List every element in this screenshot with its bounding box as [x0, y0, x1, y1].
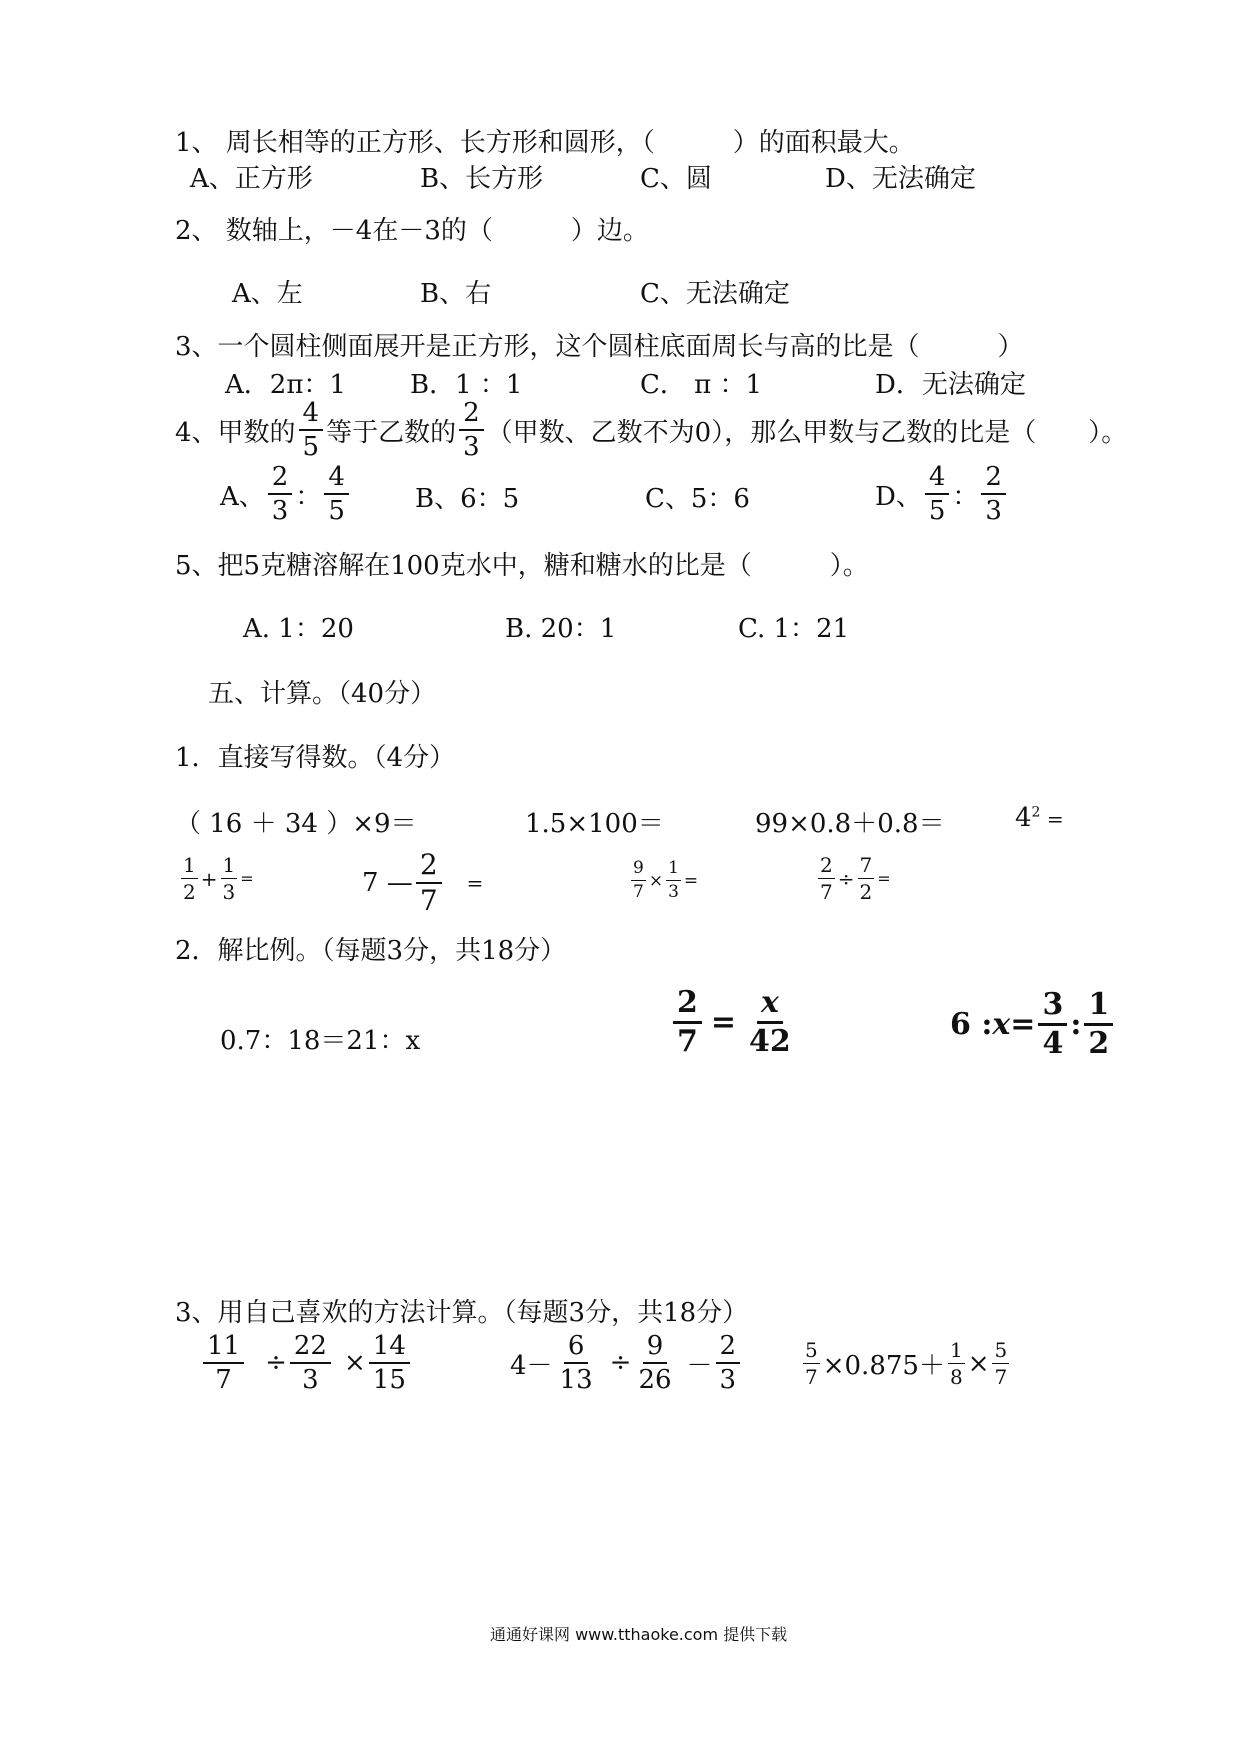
fraction	[203, 1333, 244, 1393]
denominator: 3	[463, 432, 480, 462]
q5-stem: 5、把5克糖溶解在100克水中，糖和糖水的比是（ ）。	[175, 551, 869, 581]
fraction	[634, 1333, 675, 1393]
q1-stem: 1、 周长相等的正方形、长方形和圆形，（ ）的面积最大。	[175, 128, 915, 158]
operator: ÷	[609, 1348, 632, 1378]
numerator: 1	[222, 853, 236, 877]
numerator: 6	[564, 1333, 589, 1364]
term: 7 —	[362, 868, 413, 898]
part1-title: 1．直接写得数。（4分）	[175, 743, 456, 773]
q4-option-b: B、6：5	[415, 484, 520, 514]
denominator: 4	[1042, 1026, 1064, 1061]
numerator: 4	[324, 464, 349, 495]
q3-option-a: A．2π：1	[225, 370, 346, 400]
fraction	[716, 1333, 741, 1393]
equals: =	[877, 869, 891, 888]
denominator: 3	[719, 1365, 737, 1395]
q4-stem-middle: 等于乙数的	[326, 417, 457, 448]
denominator: 3	[271, 496, 289, 526]
denominator: 2	[859, 880, 873, 904]
numerator: 2	[820, 853, 833, 877]
numerator: 11	[203, 1333, 244, 1364]
q4-stem-prefix: 4、甲数的	[175, 417, 296, 448]
denominator: 7	[633, 882, 644, 902]
part3-expr-3	[800, 1340, 1012, 1387]
section-title: 五、计算。（40分）	[208, 679, 437, 709]
q5-option-c: C. 1：21	[738, 614, 850, 644]
variable: x	[992, 1007, 1011, 1042]
numerator: 2	[416, 851, 442, 884]
fraction	[221, 855, 238, 902]
q2-stem: 2、 数轴上，－4在－3的（ ）边。	[175, 216, 649, 246]
numerator: 9	[631, 860, 646, 881]
part2-title: 2．解比例。（每题3分，共18分）	[175, 936, 567, 966]
operator: ÷	[265, 1348, 287, 1378]
numerator: x	[757, 988, 783, 1024]
numerator: 2	[716, 1333, 741, 1364]
fraction	[992, 1340, 1009, 1387]
fraction	[416, 848, 442, 917]
fraction	[268, 464, 293, 524]
fraction	[631, 860, 646, 901]
numerator: 4	[925, 464, 950, 495]
equals: =	[1010, 1007, 1036, 1042]
numerator: 2	[268, 464, 293, 495]
equals: =	[240, 869, 254, 888]
denominator: 3	[985, 496, 1002, 526]
numerator: 7	[859, 853, 873, 877]
term: ×0.875＋	[822, 1351, 945, 1381]
fraction	[369, 1333, 410, 1393]
equals: =	[710, 1005, 737, 1040]
ratio-colon: :	[1070, 1007, 1082, 1042]
fraction	[981, 464, 1006, 524]
numerator: 5	[994, 1338, 1008, 1362]
part1-expr-6	[362, 848, 484, 917]
q2-option-b: B、右	[420, 279, 492, 309]
part1-expr-7	[628, 860, 698, 901]
ratio-colon: ：	[295, 481, 322, 512]
numerator: 1	[183, 853, 196, 877]
numerator: 14	[369, 1333, 410, 1364]
fraction	[673, 985, 702, 1059]
denominator: 7	[215, 1365, 232, 1395]
numerator: 3	[1038, 990, 1067, 1026]
operator: ×	[648, 870, 664, 891]
q2-option-c: C、无法确定	[640, 279, 790, 309]
denominator: 2	[1088, 1026, 1110, 1061]
part1-expr-2: 1.5×100＝	[525, 809, 664, 839]
q4-stem-suffix: （甲数、乙数不为0），那么甲数与乙数的比是（ ）。	[486, 417, 1128, 448]
q4-stem	[175, 400, 1127, 460]
fraction	[1038, 987, 1067, 1061]
numerator: 2	[673, 988, 702, 1024]
q3-option-b: B．1 ：1	[410, 370, 523, 400]
numerator: 2	[981, 464, 1006, 495]
operator: ÷	[837, 866, 855, 891]
part1-expr-4	[1015, 803, 1064, 833]
q4-option-c: C、5：6	[645, 484, 750, 514]
q1-option-d: D、无法确定	[825, 164, 976, 194]
exponent: 2	[1031, 804, 1041, 821]
denominator: 7	[419, 884, 438, 917]
part3-title: 3、用自己喜欢的方法计算。（每题3分，共18分）	[175, 1298, 749, 1328]
denominator: 13	[559, 1365, 593, 1395]
denominator: 5	[928, 496, 946, 526]
q5-option-a: A. 1：20	[243, 614, 354, 644]
denominator: 5	[328, 496, 345, 526]
denominator: 3	[668, 882, 679, 902]
fraction	[818, 855, 835, 902]
numerator: 1	[949, 1338, 963, 1362]
fraction	[745, 985, 795, 1059]
numerator: 4	[299, 400, 324, 431]
q2-option-a: A、左	[232, 279, 303, 309]
fraction	[858, 855, 875, 902]
fraction	[1084, 987, 1113, 1061]
numerator: 1	[666, 860, 681, 881]
part1-expr-1: （ 16 ＋ 34 ）×9＝	[175, 809, 417, 839]
denominator: 7	[820, 880, 833, 904]
part2-proportion-3	[950, 987, 1116, 1061]
denominator: 42	[749, 1024, 791, 1059]
fraction	[290, 1333, 331, 1393]
fraction	[803, 1340, 820, 1387]
q4-option-d	[875, 464, 1009, 524]
operator: ×	[343, 1348, 366, 1378]
q1-option-c: C、圆	[640, 164, 712, 194]
numerator: 2	[459, 400, 484, 431]
q5-option-b: B. 20：1	[505, 614, 617, 644]
term: 6 :	[950, 1007, 993, 1042]
equals: =	[466, 871, 484, 895]
part2-proportion-1: 0.7：18＝21：x	[220, 1026, 421, 1056]
denominator: 26	[638, 1365, 672, 1395]
operator: ×	[967, 1348, 990, 1379]
equals: =	[1040, 807, 1064, 831]
denominator: 2	[183, 880, 196, 904]
denominator: 8	[949, 1365, 963, 1389]
fraction	[925, 464, 950, 524]
part1-expr-5	[178, 855, 254, 902]
q4-option-d-label: D、	[875, 481, 922, 512]
q3-option-c: C． π ：1	[640, 370, 763, 400]
q1-option-a: A、正方形	[190, 164, 313, 194]
denominator: 3	[302, 1365, 319, 1395]
denominator: 3	[222, 880, 236, 904]
part3-expr-2	[510, 1333, 743, 1393]
denominator: 15	[372, 1365, 406, 1395]
q4-option-a-label: A、	[220, 481, 265, 512]
fraction	[666, 860, 681, 901]
footer-watermark: 通通好课网 www.tthaoke.com 提供下载	[490, 1625, 788, 1644]
fraction	[324, 464, 349, 524]
fraction	[181, 855, 198, 902]
base: 4	[1015, 803, 1032, 833]
numerator: 1	[1084, 990, 1113, 1026]
numerator: 5	[805, 1338, 818, 1362]
part3-expr-1	[200, 1333, 413, 1393]
q4-fraction-b	[459, 400, 484, 460]
numerator: 9	[643, 1333, 668, 1364]
fraction	[948, 1340, 965, 1387]
part1-expr-3: 99×0.8＋0.8＝	[755, 809, 945, 839]
ratio-colon: ：	[952, 481, 979, 512]
term: 4－	[510, 1350, 553, 1381]
q4-fraction-a	[299, 400, 324, 460]
operator: +	[200, 866, 218, 891]
q3-stem: 3、一个圆柱侧面展开是正方形，这个圆柱底面周长与高的比是（ ）	[175, 332, 1024, 362]
part1-expr-8	[815, 855, 891, 902]
denominator: 7	[994, 1365, 1008, 1389]
numerator: 22	[290, 1333, 331, 1364]
fraction	[556, 1333, 597, 1393]
equals: =	[683, 870, 699, 891]
q4-option-a	[220, 464, 352, 524]
denominator: 5	[302, 432, 320, 462]
operator: －	[686, 1350, 713, 1381]
denominator: 7	[677, 1024, 698, 1059]
part2-proportion-2	[670, 985, 798, 1059]
denominator: 7	[805, 1365, 818, 1389]
q3-option-d: D．无法确定	[875, 370, 1026, 400]
q1-option-b: B、长方形	[420, 164, 544, 194]
